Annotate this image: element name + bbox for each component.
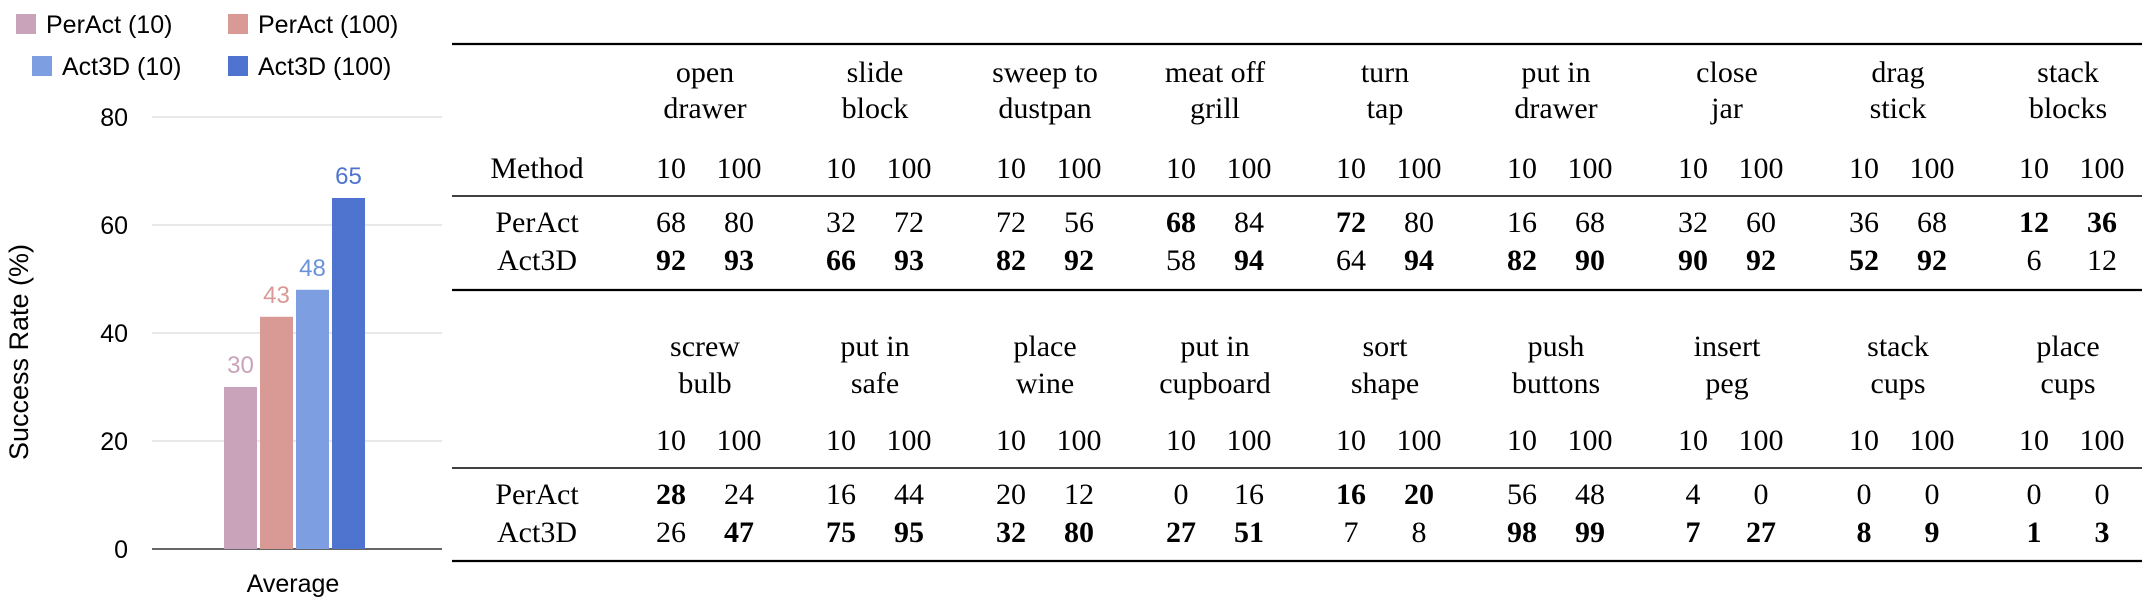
table-cell: 27 bbox=[1746, 516, 1776, 549]
demo-count-header: 10 bbox=[1849, 152, 1879, 185]
table-cell: 12 bbox=[1064, 478, 1094, 511]
demo-count-header: 100 bbox=[1567, 152, 1613, 185]
task-header: block bbox=[841, 92, 909, 125]
demo-count-header: 10 bbox=[1336, 424, 1366, 457]
table-cell: 9 bbox=[1924, 516, 1940, 549]
table-cell: 24 bbox=[724, 478, 754, 511]
demo-count-header: 100 bbox=[1056, 424, 1102, 457]
table-cell: 20 bbox=[996, 478, 1026, 511]
task-header: turn bbox=[1360, 56, 1410, 89]
table-cell: 27 bbox=[1166, 516, 1196, 549]
table-cell: 16 bbox=[1336, 478, 1366, 511]
method-name: PerAct bbox=[495, 478, 579, 511]
table-cell: 0 bbox=[1753, 478, 1769, 511]
demo-count-header: 10 bbox=[1336, 152, 1366, 185]
table-cell: 16 bbox=[826, 478, 856, 511]
table-cell: 94 bbox=[1234, 244, 1264, 277]
table-cell: 72 bbox=[996, 206, 1026, 239]
demo-count-header: 100 bbox=[1056, 152, 1102, 185]
task-header: bulb bbox=[678, 367, 732, 400]
demo-count-header: 10 bbox=[1166, 424, 1196, 457]
demo-count-header: 10 bbox=[996, 424, 1026, 457]
method-name: Act3D bbox=[497, 244, 577, 277]
table-cell: 72 bbox=[1336, 206, 1366, 239]
table-cell: 8 bbox=[1856, 516, 1872, 549]
demo-count-header: 10 bbox=[826, 424, 856, 457]
demo-count-header: 100 bbox=[1738, 424, 1784, 457]
table-cell: 47 bbox=[724, 516, 754, 549]
table-cell: 90 bbox=[1575, 244, 1605, 277]
table-cell: 7 bbox=[1685, 516, 1701, 549]
demo-count-header: 10 bbox=[1166, 152, 1196, 185]
demo-count-header: 100 bbox=[1909, 152, 1955, 185]
table-cell: 6 bbox=[2026, 244, 2042, 277]
table-cell: 98 bbox=[1507, 516, 1537, 549]
table-cell: 82 bbox=[1507, 244, 1537, 277]
table-cell: 16 bbox=[1234, 478, 1264, 511]
table-cell: 82 bbox=[996, 244, 1026, 277]
table-cell: 92 bbox=[1064, 244, 1094, 277]
task-header: sweep to bbox=[992, 56, 1098, 89]
demo-count-header: 10 bbox=[996, 152, 1026, 185]
table-cell: 36 bbox=[1849, 206, 1879, 239]
task-header: open bbox=[675, 56, 735, 89]
table-cell: 99 bbox=[1575, 516, 1605, 549]
y-tick-label: 80 bbox=[100, 104, 128, 132]
table-cell: 92 bbox=[1917, 244, 1947, 277]
task-header: stick bbox=[1869, 92, 1927, 125]
task-header: place bbox=[1013, 330, 1077, 363]
task-header: drawer bbox=[663, 92, 747, 125]
task-header: meat off bbox=[1164, 56, 1266, 89]
table-cell: 36 bbox=[2087, 206, 2117, 239]
table-cell: 80 bbox=[1064, 516, 1094, 549]
demo-count-header: 100 bbox=[1738, 152, 1784, 185]
method-name: PerAct bbox=[495, 206, 579, 239]
task-header: put in bbox=[840, 330, 910, 363]
table-cell: 16 bbox=[1507, 206, 1537, 239]
bar-data-label: 65 bbox=[335, 163, 362, 190]
table-cell: 92 bbox=[1746, 244, 1776, 277]
table-cell: 75 bbox=[826, 516, 856, 549]
table-cell: 60 bbox=[1746, 206, 1776, 239]
x-axis-category-label: Average bbox=[246, 570, 340, 598]
table-cell: 28 bbox=[656, 478, 686, 511]
table-cell: 51 bbox=[1234, 516, 1264, 549]
y-tick-label: 60 bbox=[100, 212, 128, 240]
demo-count-header: 10 bbox=[2019, 424, 2049, 457]
table-cell: 8 bbox=[1411, 516, 1427, 549]
table-cell: 3 bbox=[2094, 516, 2110, 549]
table-cell: 64 bbox=[1336, 244, 1366, 277]
table-cell: 12 bbox=[2019, 206, 2049, 239]
method-name: Act3D bbox=[497, 516, 577, 549]
task-header: blocks bbox=[2028, 92, 2108, 125]
bar-data-label: 43 bbox=[263, 281, 290, 309]
table-cell: 92 bbox=[656, 244, 686, 277]
demo-count-header: 10 bbox=[656, 152, 686, 185]
table-cell: 12 bbox=[2087, 244, 2117, 277]
task-header: shape bbox=[1350, 367, 1420, 400]
table-cell: 7 bbox=[1343, 516, 1359, 549]
task-header: wine bbox=[1015, 367, 1075, 400]
table-cell: 0 bbox=[1173, 478, 1189, 511]
demo-count-header: 100 bbox=[716, 424, 762, 457]
table-cell: 56 bbox=[1064, 206, 1094, 239]
table-cell: 48 bbox=[1575, 478, 1605, 511]
demo-count-header: 100 bbox=[1396, 152, 1442, 185]
demo-count-header: 10 bbox=[2019, 152, 2049, 185]
task-header: close bbox=[1696, 56, 1758, 89]
task-header: dustpan bbox=[998, 92, 1092, 125]
table-cell: 72 bbox=[894, 206, 924, 239]
table-cell: 32 bbox=[996, 516, 1026, 549]
table-cell: 0 bbox=[1924, 478, 1940, 511]
table-cell: 66 bbox=[826, 244, 856, 277]
table-cell: 32 bbox=[826, 206, 856, 239]
task-header: drawer bbox=[1514, 92, 1598, 125]
demo-count-header: 10 bbox=[1849, 424, 1879, 457]
task-header: grill bbox=[1190, 92, 1240, 125]
table-cell: 93 bbox=[894, 244, 924, 277]
table-cell: 93 bbox=[724, 244, 754, 277]
table-cell: 68 bbox=[656, 206, 686, 239]
y-tick-label: 0 bbox=[114, 536, 128, 564]
table-cell: 94 bbox=[1404, 244, 1434, 277]
table-cell: 80 bbox=[1404, 206, 1434, 239]
legend-label: Act3D (100) bbox=[258, 53, 392, 81]
legend-label: PerAct (100) bbox=[258, 11, 399, 39]
table-cell: 68 bbox=[1917, 206, 1947, 239]
demo-count-header: 10 bbox=[1678, 424, 1708, 457]
demo-count-header: 100 bbox=[886, 424, 932, 457]
table-cell: 56 bbox=[1507, 478, 1537, 511]
task-header: put in bbox=[1180, 330, 1250, 363]
task-header: drag bbox=[1871, 56, 1925, 89]
task-header: slide bbox=[846, 56, 904, 89]
table-cell: 80 bbox=[724, 206, 754, 239]
task-header: safe bbox=[850, 367, 900, 400]
task-header: insert bbox=[1693, 330, 1761, 363]
task-header: cups bbox=[1870, 367, 1926, 400]
demo-count-header: 100 bbox=[1226, 152, 1272, 185]
task-header: stack bbox=[2037, 56, 2099, 89]
task-header: sort bbox=[1362, 330, 1408, 363]
table-cell: 32 bbox=[1678, 206, 1708, 239]
task-header: tap bbox=[1366, 92, 1404, 125]
table-cell: 68 bbox=[1575, 206, 1605, 239]
demo-count-header: 10 bbox=[826, 152, 856, 185]
table-cell: 95 bbox=[894, 516, 924, 549]
task-header: put in bbox=[1521, 56, 1591, 89]
demo-count-header: 100 bbox=[1396, 424, 1442, 457]
table-cell: 0 bbox=[1856, 478, 1872, 511]
demo-count-header: 100 bbox=[886, 152, 932, 185]
demo-count-header: 10 bbox=[1507, 424, 1537, 457]
table-cell: 58 bbox=[1166, 244, 1196, 277]
legend-label: PerAct (10) bbox=[46, 11, 173, 39]
demo-count-header: 100 bbox=[1226, 424, 1272, 457]
task-header: screw bbox=[670, 330, 740, 363]
task-header: peg bbox=[1705, 367, 1749, 400]
table-cell: 1 bbox=[2026, 516, 2042, 549]
table-cell: 52 bbox=[1849, 244, 1879, 277]
demo-count-header: 100 bbox=[2079, 152, 2125, 185]
task-header: place bbox=[2036, 330, 2100, 363]
demo-count-header: 10 bbox=[1678, 152, 1708, 185]
demo-count-header: 100 bbox=[1909, 424, 1955, 457]
task-header: cups bbox=[2040, 367, 2096, 400]
task-header: push bbox=[1527, 330, 1585, 363]
table-cell: 68 bbox=[1166, 206, 1196, 239]
y-tick-label: 20 bbox=[100, 428, 128, 456]
demo-count-header: 100 bbox=[1567, 424, 1613, 457]
task-header: stack bbox=[1867, 330, 1929, 363]
task-header: cupboard bbox=[1159, 367, 1271, 400]
task-header: jar bbox=[1711, 92, 1743, 125]
table-body bbox=[490, 56, 2124, 549]
bar-data-label: 48 bbox=[299, 254, 326, 282]
demo-count-header: 10 bbox=[1507, 152, 1537, 185]
table-cell: 0 bbox=[2094, 478, 2110, 511]
table-cell: 84 bbox=[1234, 206, 1264, 239]
y-tick-label: 40 bbox=[100, 320, 128, 348]
table-cell: 0 bbox=[2026, 478, 2042, 511]
method-header: Method bbox=[490, 152, 584, 185]
demo-count-header: 100 bbox=[2079, 424, 2125, 457]
table-cell: 20 bbox=[1404, 478, 1434, 511]
table-cell: 90 bbox=[1678, 244, 1708, 277]
y-axis-label: Success Rate (%) bbox=[4, 243, 34, 461]
bar-data-label: 30 bbox=[227, 352, 254, 379]
table-cell: 4 bbox=[1685, 478, 1701, 511]
task-header: buttons bbox=[1511, 367, 1601, 400]
demo-count-header: 10 bbox=[656, 424, 686, 457]
table-cell: 44 bbox=[894, 478, 924, 511]
legend-label: Act3D (10) bbox=[62, 53, 182, 81]
demo-count-header: 100 bbox=[716, 152, 762, 185]
table-cell: 26 bbox=[656, 516, 686, 549]
